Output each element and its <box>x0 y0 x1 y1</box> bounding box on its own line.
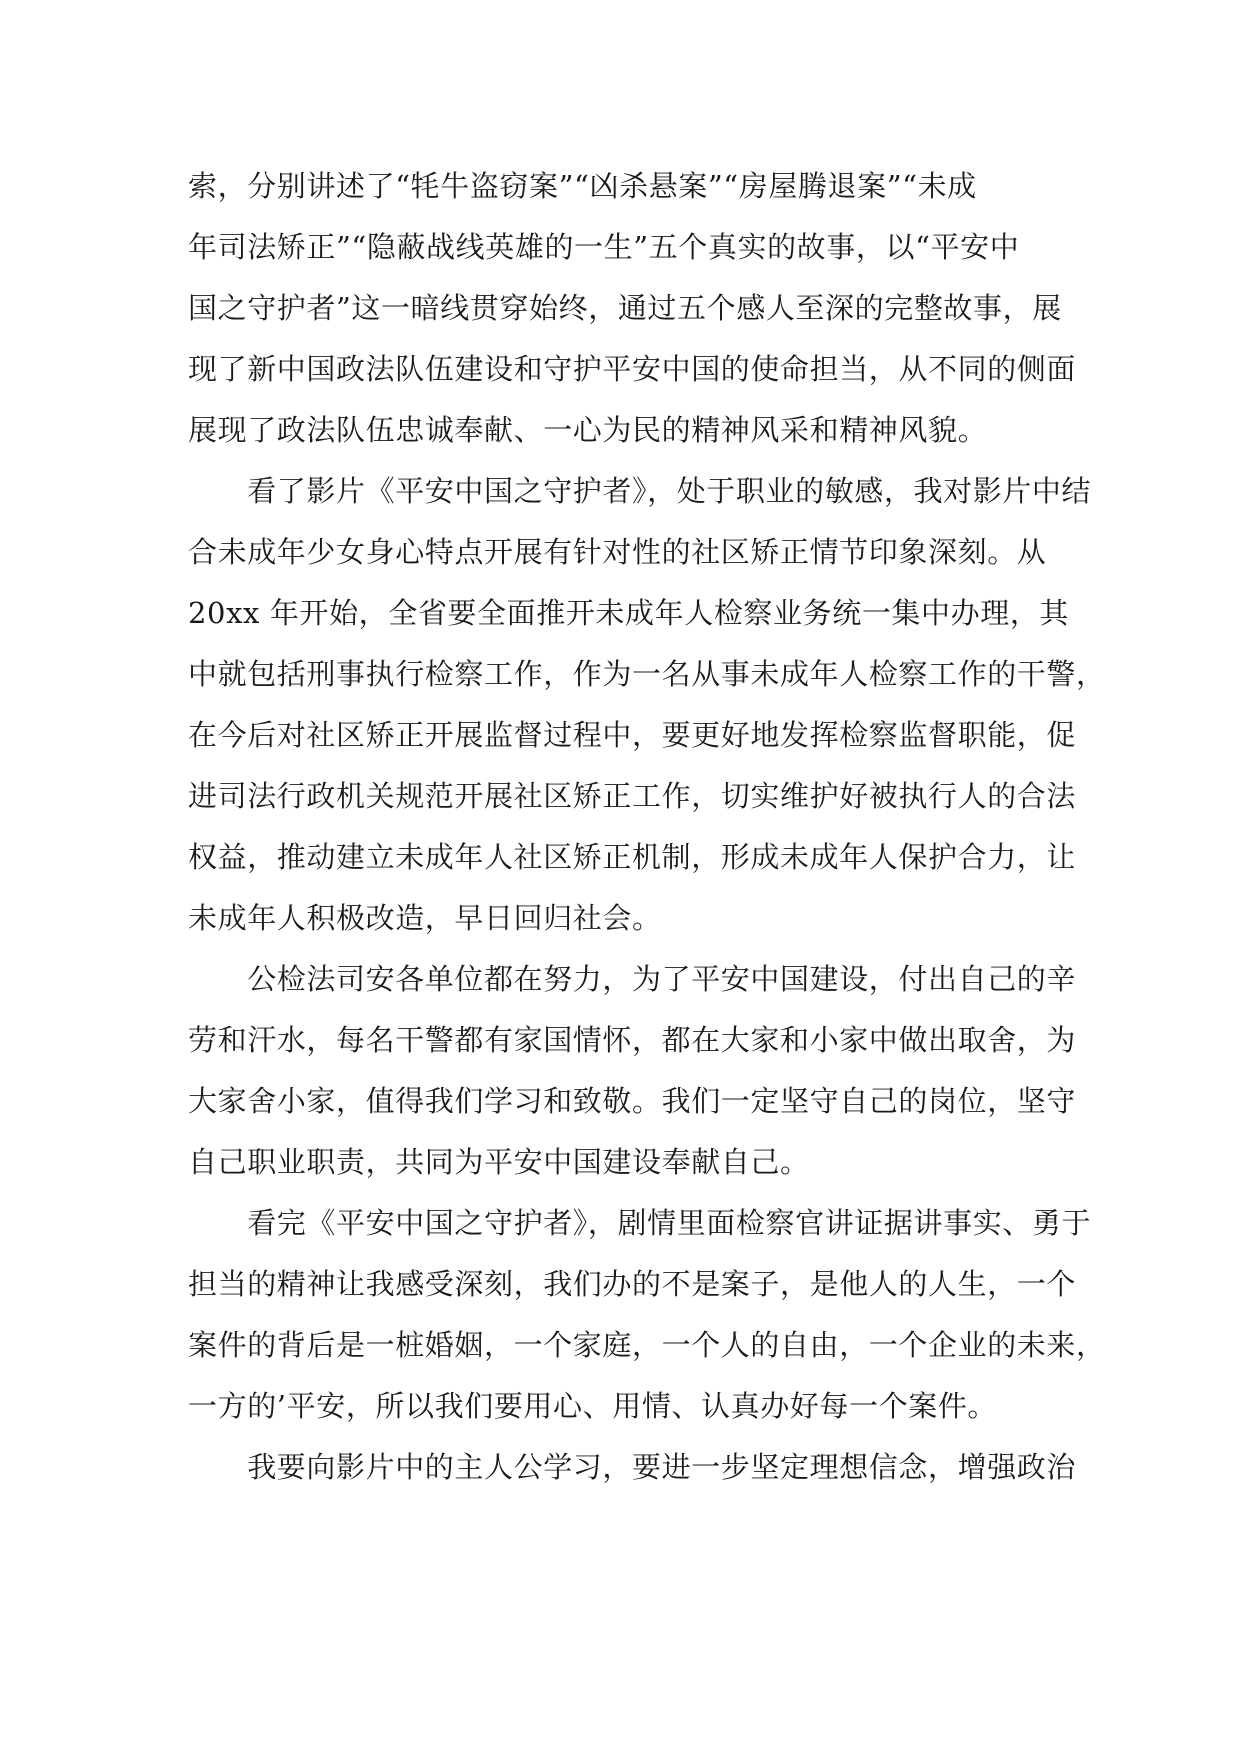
text-line: 案件的背后是一桩婚姻，一个家庭，一个人的自由，一个企业的未来， <box>188 1328 1106 1362</box>
text-line: 一方的’平安，所以我们要用心、用情、认真办好每一个案件。 <box>188 1389 998 1423</box>
text-line: 进司法行政机关规范开展社区矫正工作，切实维护好被执行人的合法 <box>188 779 1077 813</box>
text-line: 大家舍小家，值得我们学习和致敬。我们一定坚守自己的岗位，坚守 <box>188 1084 1077 1118</box>
body-text <box>188 156 1106 1498</box>
text-line: 权益，推动建立未成年人社区矫正机制，形成未成年人保护合力，让 <box>188 840 1077 874</box>
text-line: 合未成年少女身心特点开展有针对性的社区矫正情节印象深刻。从 <box>188 535 1047 569</box>
text-line: 现了新中国政法队伍建设和守护平安中国的使命担当，从不同的侧面 <box>188 352 1077 386</box>
text-line: 年司法矫正”“隐蔽战线英雄的一生”五个真实的故事，以“平安中 <box>188 230 1020 264</box>
text-line: 在今后对社区矫正开展监督过程中，要更好地发挥检察监督职能，促 <box>188 718 1077 752</box>
text-line: 担当的精神让我感受深刻，我们办的不是案子，是他人的人生，一个 <box>188 1267 1077 1301</box>
text-line: 未成年人积极改造，早日回归社会。 <box>188 901 662 935</box>
text-line: 国之守护者”这一暗线贯穿始终，通过五个感人至深的完整故事，展 <box>188 291 1062 325</box>
text-line: 20xx 年开始，全省要全面推开未成年人检察业务统一集中办理，其 <box>188 596 1070 630</box>
text-line: 公检法司安各单位都在努力，为了平安中国建设，付出自己的辛 <box>188 962 1077 996</box>
text-line: 劳和汗水，每名干警都有家国情怀，都在大家和小家中做出取舍，为 <box>188 1023 1077 1057</box>
text-line: 自己职业职责，共同为平安中国建设奉献自己。 <box>188 1145 810 1179</box>
text-line: 看了影片《平安中国之守护者》，处于职业的敏感，我对影片中结 <box>188 474 1092 508</box>
text-line: 中就包括刑事执行检察工作，作为一名从事未成年人检察工作的干警， <box>188 657 1106 691</box>
text-line: 我要向影片中的主人公学习，要进一步坚定理想信念，增强政治 <box>188 1450 1077 1484</box>
text-line: 看完《平安中国之守护者》，剧情里面检察官讲证据讲事实、勇于 <box>188 1206 1092 1240</box>
text-line: 索，分别讲述了“牦牛盗窃案”“凶杀悬案”“房屋腾退案”“未成 <box>188 169 977 203</box>
text-line: 展现了政法队伍忠诚奉献、一心为民的精神风采和精神风貌。 <box>188 413 988 447</box>
